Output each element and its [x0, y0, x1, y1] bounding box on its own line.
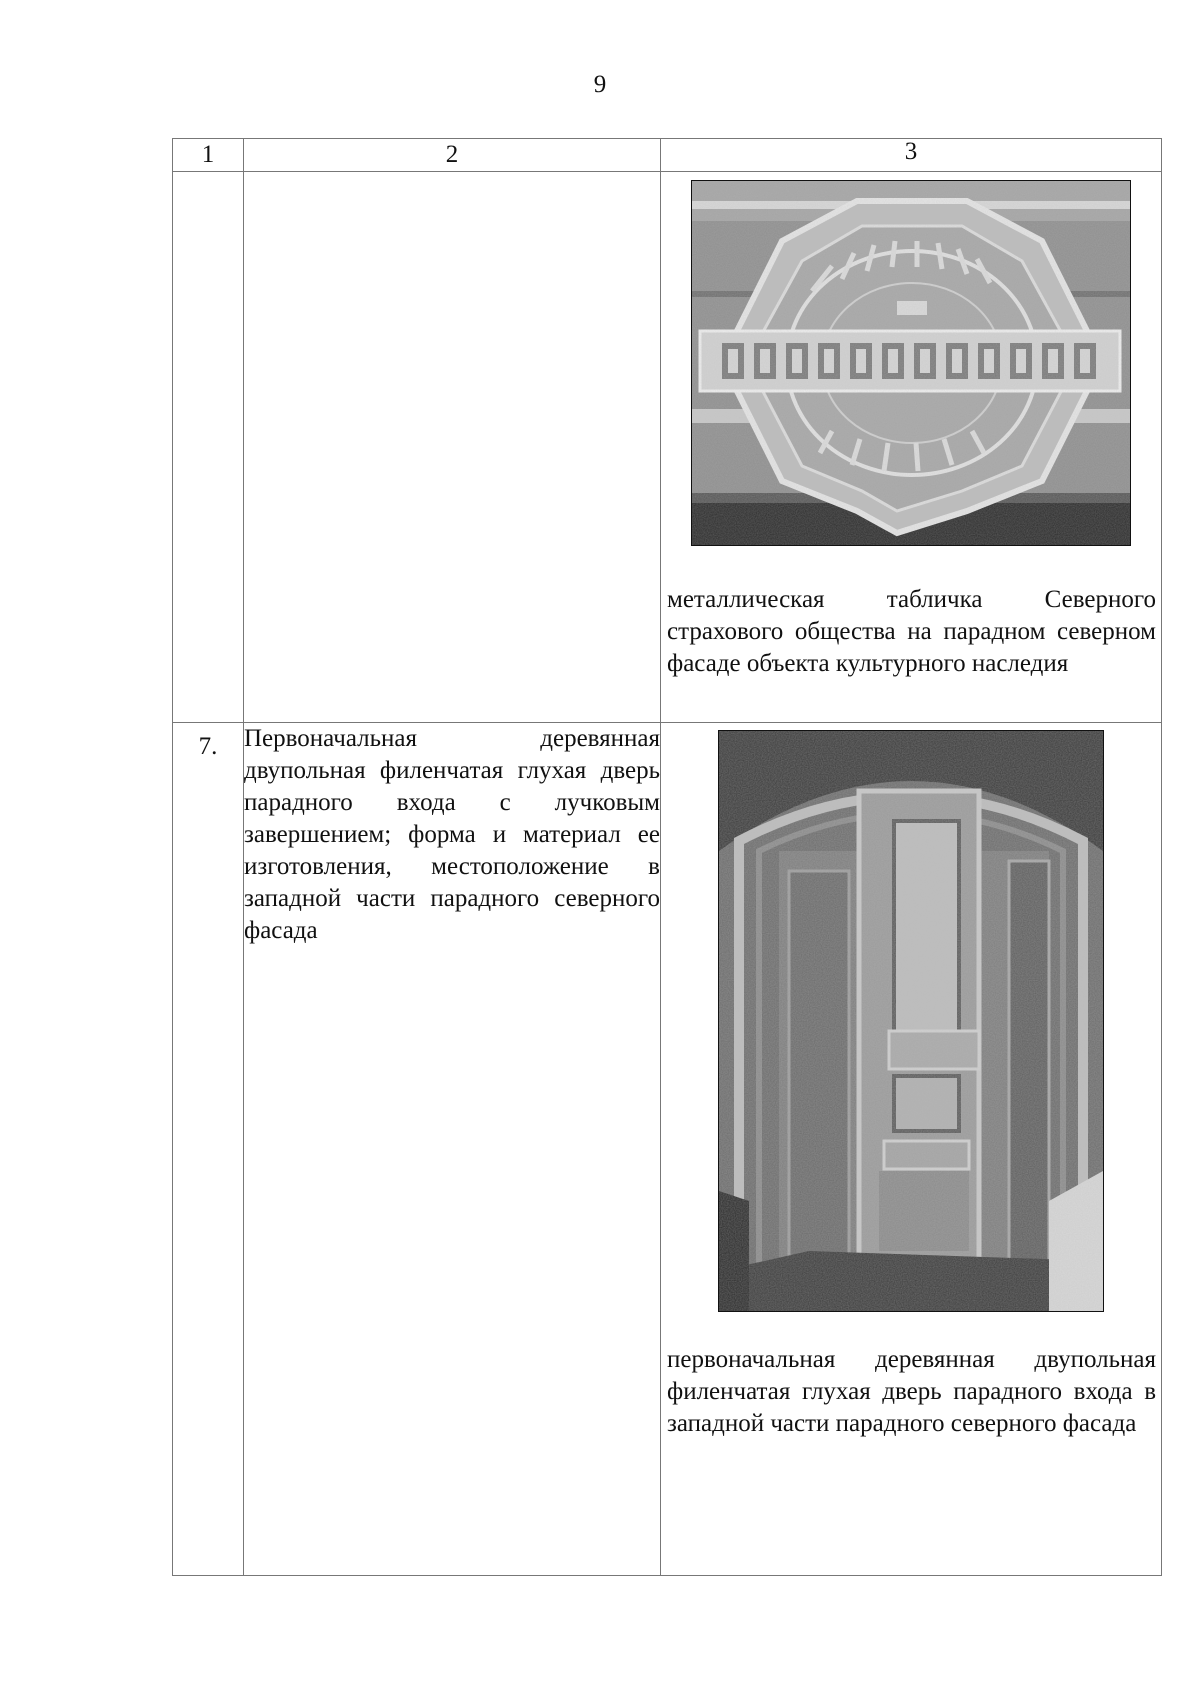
row-description: Первоначальная деревянная двупольная филенчатая глухая дверь парадного входа с лучковым завершением; форма и материал ее изготовления, местоположение в западной части парадного северного фасада	[244, 723, 661, 1576]
header-cell-1: 1	[173, 139, 244, 172]
table-row	[173, 172, 1162, 723]
photo-cell	[661, 172, 1162, 723]
table-row	[173, 723, 1162, 1576]
objects-table	[172, 138, 1162, 1576]
photo-caption: металлическая табличка Северного страхового общества на парадном северном фасаде объекта культурного наследия	[667, 586, 1156, 677]
insurance-plaque-photo	[691, 180, 1131, 546]
photo-caption: первоначальная деревянная двупольная филенчатая глухая дверь парадного входа в западной части парадного северного фасада	[667, 1346, 1156, 1437]
entrance-door-photo	[718, 730, 1104, 1312]
page-number: 9	[593, 71, 607, 98]
header-cell-2: 2	[244, 139, 661, 172]
table-header-row	[173, 139, 1162, 172]
row-number	[173, 172, 244, 723]
photo-cell	[661, 723, 1162, 1576]
header-cell-3: 3	[661, 139, 1162, 172]
row-description	[244, 172, 661, 723]
row-number: 7.	[173, 723, 244, 1576]
